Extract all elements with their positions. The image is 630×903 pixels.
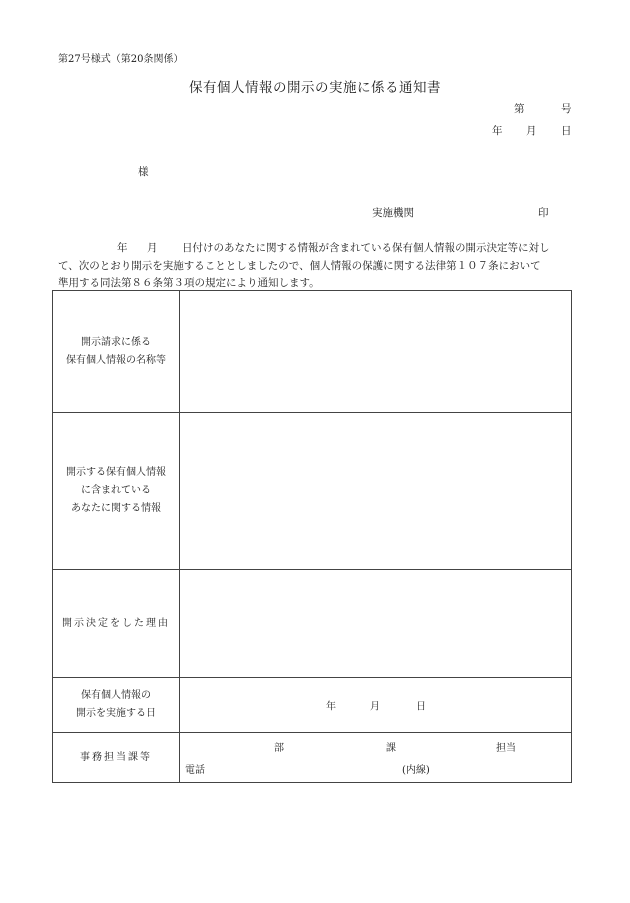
table-row (53, 291, 572, 413)
contact-person: 担当 (496, 743, 516, 754)
body-year: 年 (117, 242, 128, 254)
disclosed-info-label-line-1: 開示する保有個人情報 (66, 467, 166, 478)
decision-reason-value[interactable] (180, 570, 572, 678)
body-text-line-1: 日付けのあなたに関する情報が含まれている保有個人情報の開示決定等に対し (182, 242, 550, 254)
disclosure-date-label-line-1: 保有個人情報の (81, 690, 151, 701)
addressee-honorific: 様 (138, 166, 149, 178)
table-row (53, 570, 572, 678)
contact-department: 部 (274, 743, 284, 754)
table-row (53, 413, 572, 570)
contact-office-label: 事務担当課等 (53, 733, 180, 783)
disclosure-date-day: 日 (416, 701, 426, 713)
issue-date-day: 日 (561, 125, 572, 137)
requested-info-label-line-2: 保有個人情報の名称等 (66, 354, 166, 366)
disclosed-info-value[interactable] (180, 413, 572, 570)
seal-mark: 印 (538, 207, 549, 219)
requested-info-label-line-1: 開示請求に係る (81, 336, 151, 348)
disclosure-date-value[interactable] (180, 678, 572, 733)
page-title: 保有個人情報の開示の実施に係る通知書 (189, 80, 441, 96)
decision-reason-label: 開示決定をした理由 (53, 570, 180, 678)
table-row (53, 678, 572, 733)
disclosed-info-label-line-2: に含まれている (81, 485, 151, 496)
disclosure-date-year: 年 (326, 701, 336, 713)
contact-section: 課 (386, 743, 396, 754)
table-row (53, 733, 572, 783)
body-month: 月 (147, 242, 158, 254)
document-number-prefix: 第 (514, 103, 525, 115)
contact-office-value[interactable] (180, 733, 572, 783)
issue-date-month: 月 (526, 125, 537, 137)
contact-extension: (内線) (402, 765, 430, 776)
document-number-suffix: 号 (561, 103, 572, 115)
body-text-line-2: て、次のとおり開示を実施することとしましたので、個人情報の保護に関する法律第１０７条において (58, 260, 541, 272)
issuing-agency-label: 実施機関 (372, 207, 414, 219)
body-text-line-3: 準用する同法第８６条第３項の規定により通知します。 (58, 277, 320, 289)
disclosed-info-label-line-3: あなたに関する情報 (71, 503, 161, 514)
disclosure-date-label (53, 678, 180, 733)
notice-table (52, 290, 572, 783)
disclosure-date-month: 月 (370, 701, 380, 713)
requested-info-value[interactable] (180, 291, 572, 413)
disclosure-date-label-line-2: 開示を実施する日 (76, 708, 156, 719)
disclosed-info-label (53, 413, 180, 570)
contact-phone: 電話 (185, 765, 205, 776)
issue-date-year: 年 (492, 125, 503, 137)
requested-info-label (53, 291, 180, 413)
form-number: 第27号様式（第20条関係） (58, 54, 184, 65)
